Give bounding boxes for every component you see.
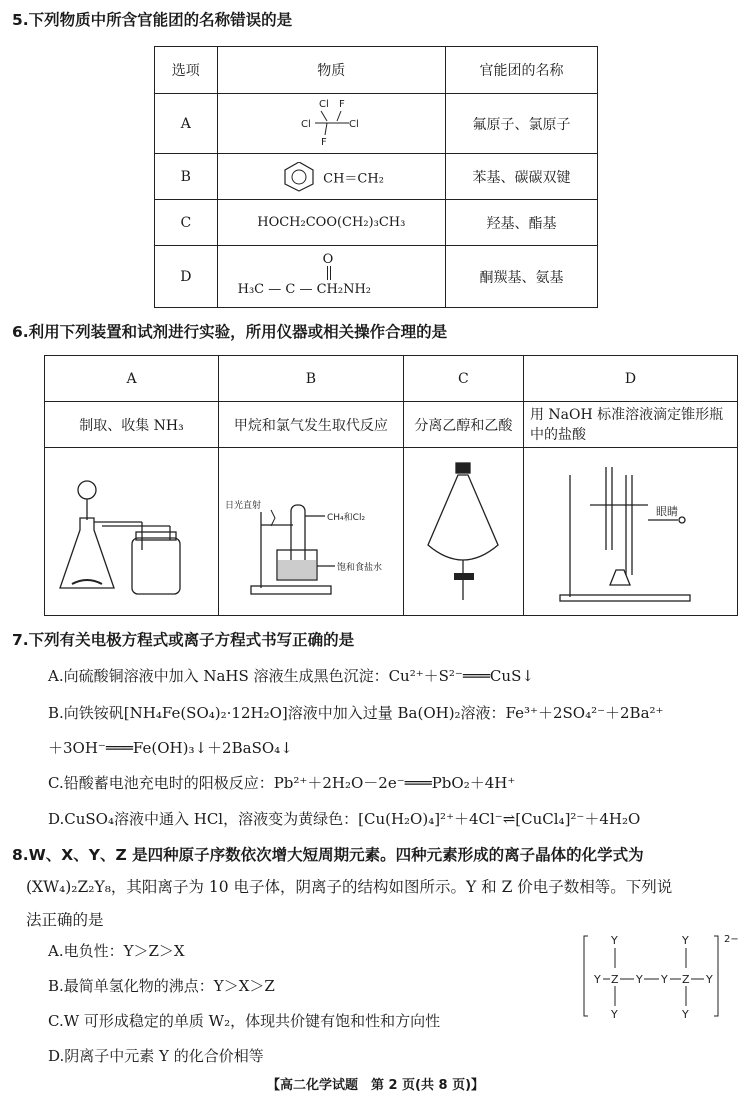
q5-row-d-structure: O H₃C — C — CH₂NH₂	[217, 246, 445, 308]
q5-row-d-option: D	[155, 246, 218, 308]
separatory-funnel-icon	[408, 455, 518, 605]
svg-text:F: F	[321, 136, 328, 148]
q6-apparatus-b	[219, 448, 404, 616]
svg-text:饱和食盐水: 饱和食盐水	[336, 562, 382, 573]
svg-text:Cl: Cl	[301, 118, 312, 130]
q6-desc-a: 制取、收集 NH₃	[45, 402, 219, 448]
svg-text:Y: Y	[706, 973, 713, 986]
methane-chlorine-apparatus-icon	[221, 460, 401, 600]
anion-structure-diagram	[576, 928, 746, 1020]
q8-stem-line1: 8.W、X、Y、Z 是四种原子序数依次增大短周期元素。四种元素形成的离子晶体的化学式为	[12, 846, 644, 864]
svg-text:CH₄和Cl₂: CH₄和Cl₂	[326, 512, 365, 523]
q6-col-a: A	[45, 356, 219, 402]
q6-desc-c: 分离乙醇和乙酸	[403, 402, 523, 448]
q7-option-b-line2: ＋3OH⁻═══Fe(OH)₃↓＋2BaSO₄↓	[48, 739, 293, 757]
q6-apparatus-a	[45, 448, 219, 616]
q5-row-a-fg: 氟原子、氯原子	[445, 94, 597, 154]
q5-header-functional-group: 官能团的名称	[445, 47, 597, 94]
svg-text:Z: Z	[682, 973, 690, 986]
benzene-ring-icon	[279, 162, 319, 192]
svg-text:Y: Y	[611, 934, 618, 947]
q5-row-c-option: C	[155, 200, 218, 246]
q7-option-a: A.向硫酸铜溶液中加入 NaHS 溶液生成黑色沉淀：Cu²⁺＋S²⁻═══CuS↓	[48, 667, 534, 685]
svg-text:F: F	[339, 98, 346, 110]
q5-row-c-fg: 羟基、酯基	[445, 200, 597, 246]
q6-col-b: B	[219, 356, 404, 402]
q6-desc-d: 用 NaOH 标准溶液滴定锥形瓶中的盐酸	[523, 402, 737, 448]
titration-apparatus-icon	[530, 455, 730, 605]
q5-stem: 5.下列物质中所含官能团的名称错误的是	[12, 11, 293, 29]
svg-text:Z: Z	[611, 973, 619, 986]
q6-col-c: C	[403, 356, 523, 402]
q5-row-d-fg: 酮羰基、氨基	[445, 246, 597, 308]
q5-row-b-fg: 苯基、碳碳双键	[445, 154, 597, 200]
q8-option-b: B.最简单氢化物的沸点：Y＞X＞Z	[48, 977, 275, 995]
q6-col-d: D	[523, 356, 737, 402]
q8-option-d: D.阴离子中元素 Y 的化合价相等	[48, 1047, 264, 1065]
q5-row-a-structure	[217, 94, 445, 154]
q7-option-d: D.CuSO₄溶液中通入 HCl，溶液变为黄绿色：[Cu(H₂O)₄]²⁺＋4Cl⁻⇌[CuCl₄]²⁻＋4H₂O	[48, 810, 641, 828]
q8-stem-line3: 法正确的是	[26, 911, 104, 929]
svg-text:Y: Y	[611, 1008, 618, 1020]
svg-text:眼睛: 眼睛	[656, 504, 679, 518]
svg-text:Cl: Cl	[349, 118, 360, 130]
svg-text:Y: Y	[636, 973, 643, 986]
q6-stem: 6.利用下列装置和试剂进行实验，所用仪器或相关操作合理的是	[12, 323, 448, 341]
q6-apparatus-c	[403, 448, 523, 616]
q5-row-b-option: B	[155, 154, 218, 200]
q5-header-option: 选项	[155, 47, 218, 94]
q8-option-a: A.电负性：Y＞Z＞X	[48, 942, 185, 960]
q5-row-c-formula: HOCH₂COO(CH₂)₃CH₃	[217, 200, 445, 246]
svg-text:Y: Y	[594, 973, 601, 986]
q6-desc-b: 甲烷和氯气发生取代反应	[219, 402, 404, 448]
q5-row-a-option: A	[155, 94, 218, 154]
q5-header-substance: 物质	[217, 47, 445, 94]
svg-text:Y: Y	[682, 1008, 689, 1020]
q5-row-b-structure: CH＝CH₂	[217, 154, 445, 200]
q8-option-c: C.W 可形成稳定的单质 W₂，体现共价键有饱和性和方向性	[48, 1012, 441, 1030]
q7-stem: 7.下列有关电极方程式或离子方程式书写正确的是	[12, 631, 355, 649]
q5-table	[154, 46, 598, 308]
svg-text:Cl: Cl	[319, 98, 330, 110]
q8-stem-line2: (XW₄)₂Z₂Y₈，其阳离子为 10 电子体，阴离子的结构如图所示。Y 和 Z 价电子数相等。下列说	[26, 878, 673, 896]
svg-text:日光直射: 日光直射	[224, 500, 261, 511]
tetrahalo-ethane-structure	[291, 95, 371, 149]
svg-text:Y: Y	[682, 934, 689, 947]
q6-apparatus-d	[523, 448, 737, 616]
q7-option-b-line1: B.向铁铵矾[NH₄Fe(SO₄)₂·12H₂O]溶液中加入过量 Ba(OH)₂溶液：Fe³⁺＋2SO₄²⁻＋2Ba²⁺	[48, 704, 664, 722]
page-footer: 【高二化学试题 第 2 页(共 8 页)】	[266, 1078, 485, 1093]
svg-text:2−: 2−	[724, 934, 739, 945]
svg-text:Y: Y	[661, 973, 668, 986]
q6-table	[44, 355, 738, 616]
q7-option-c: C.铅酸蓄电池充电时的阳极反应：Pb²⁺＋2H₂O－2e⁻═══PbO₂＋4H⁺	[48, 774, 516, 792]
ammonia-apparatus-icon	[52, 460, 212, 600]
